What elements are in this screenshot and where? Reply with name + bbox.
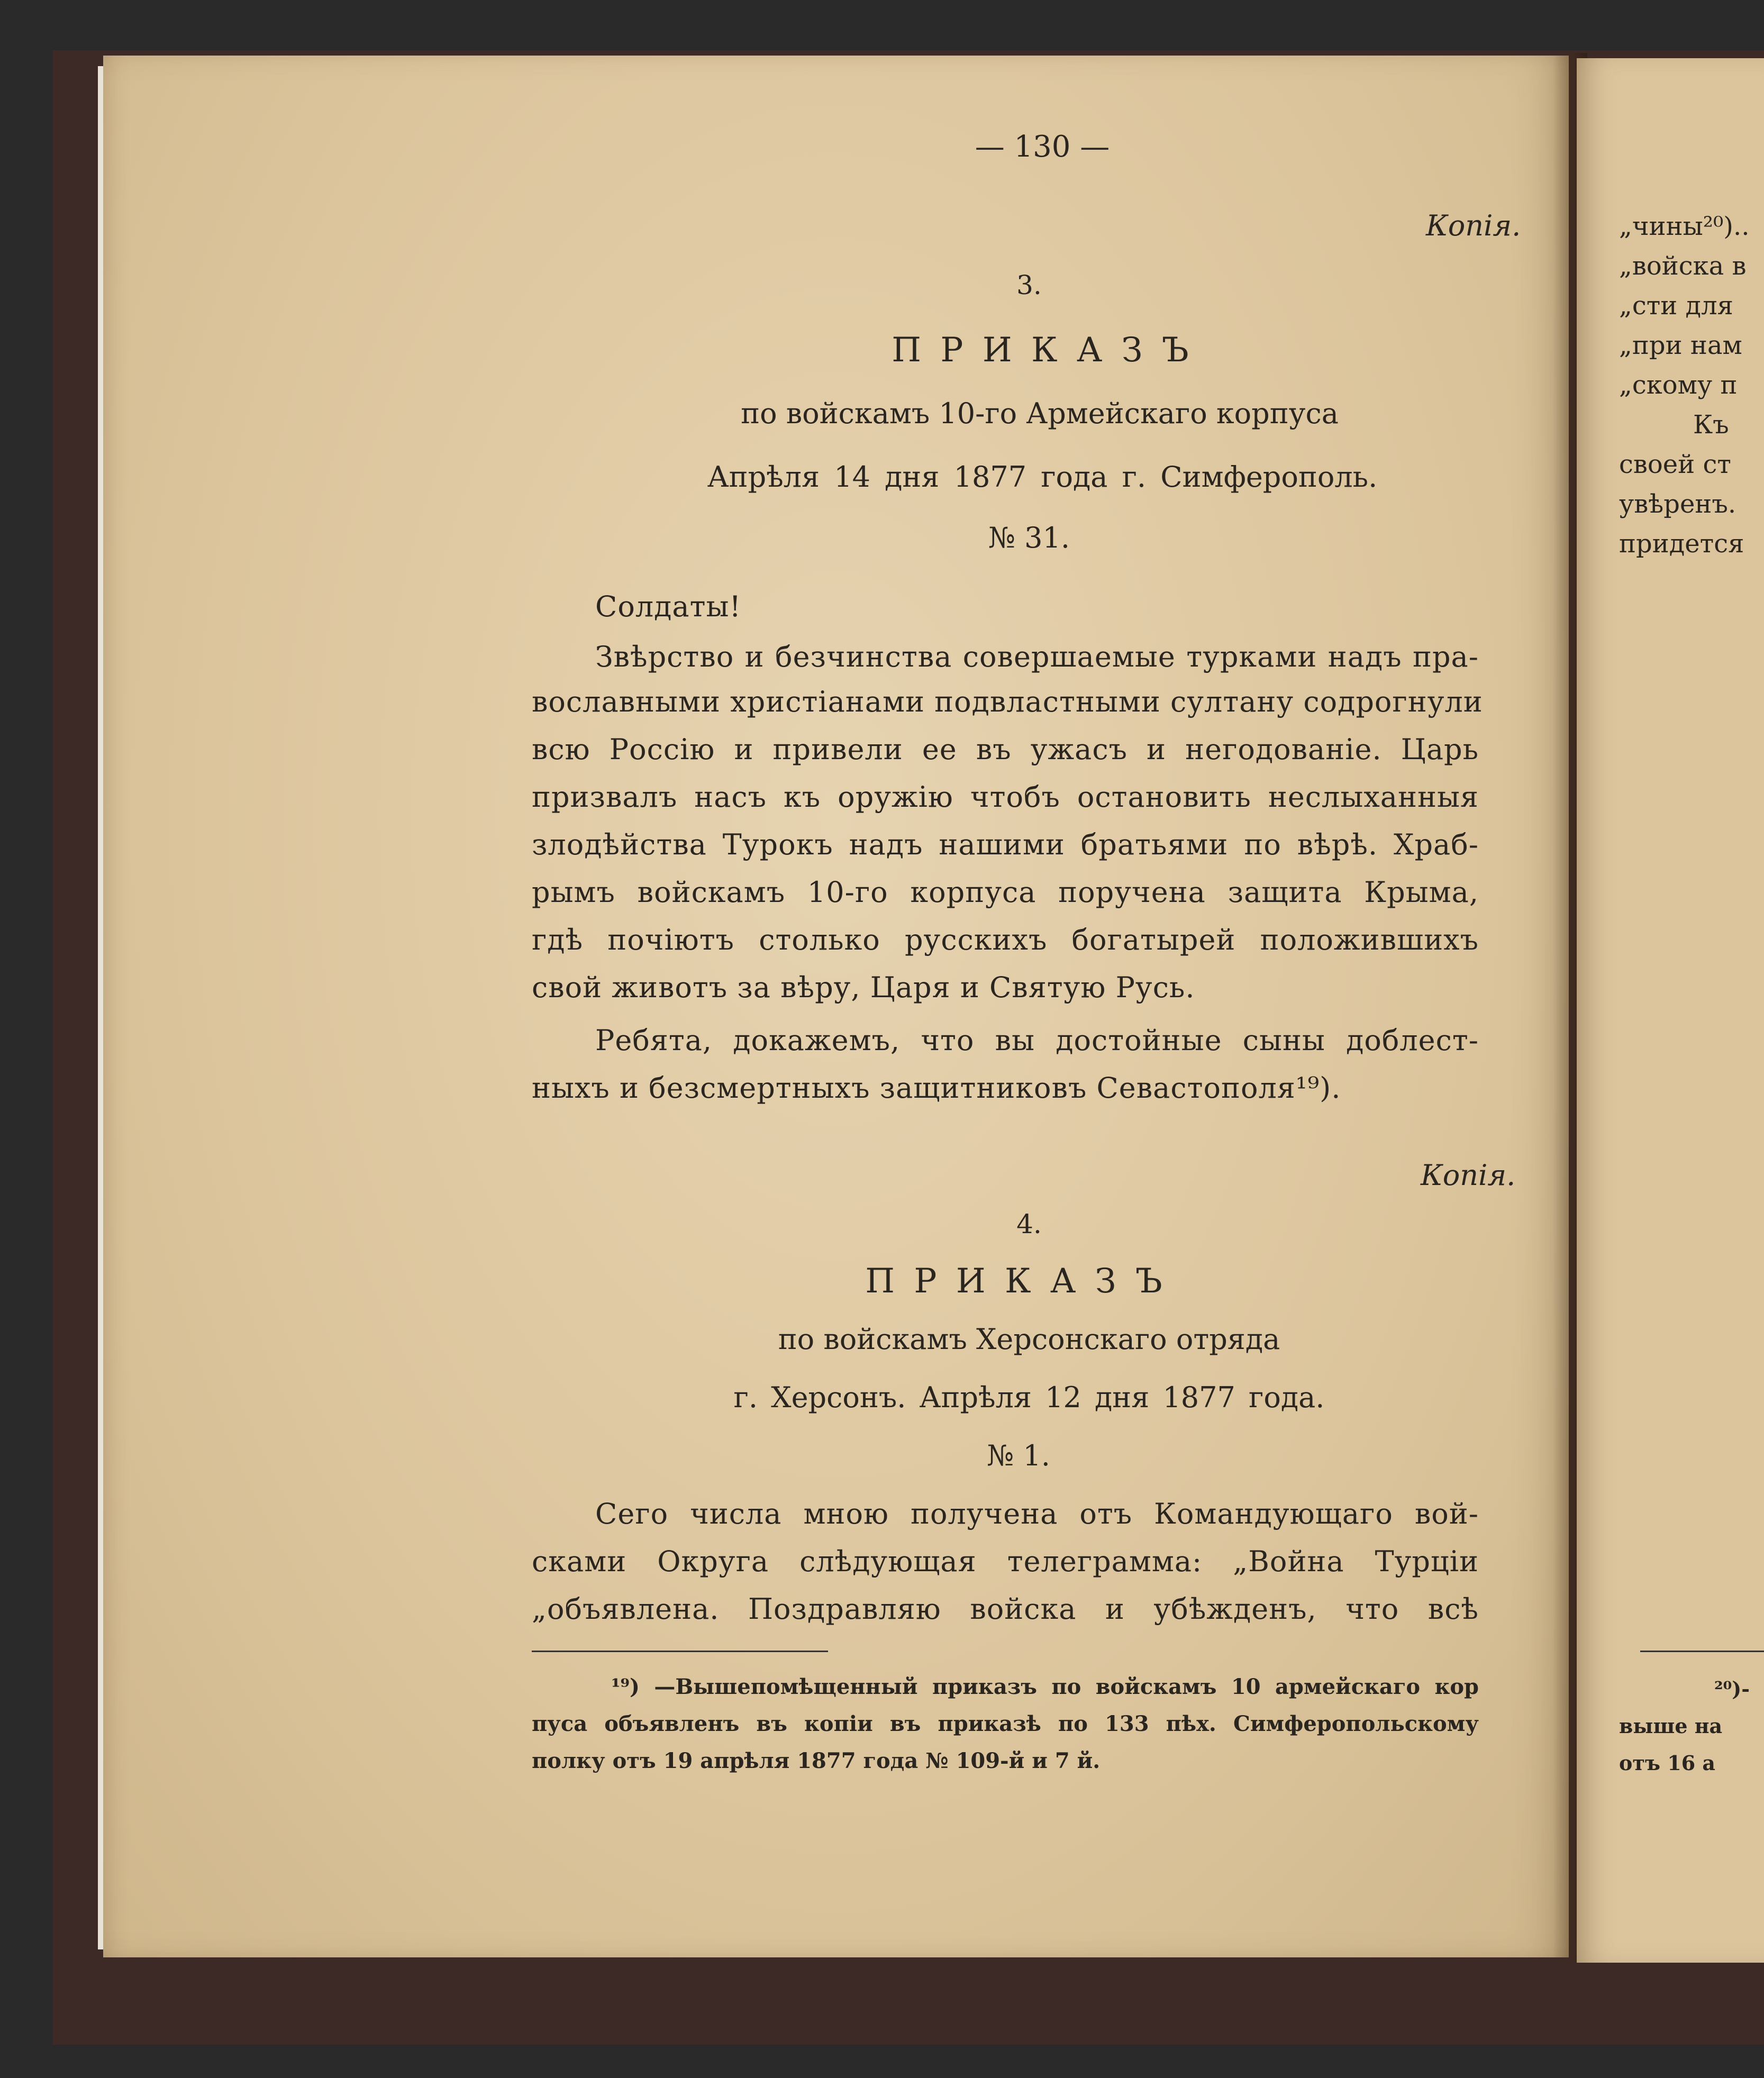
order-heading-4: П Р И К А З Ъ xyxy=(865,1262,1167,1301)
text-line: „сти для xyxy=(1619,291,1733,321)
text-line: Ребята, докажемъ, что вы достойные сыны доблест- xyxy=(595,1024,1479,1057)
footnote-line: ²⁰)- xyxy=(1714,1677,1750,1701)
order-subtitle-4: по войскамъ Херсонскаго отряда xyxy=(778,1323,1280,1356)
text-line: Звѣрство и безчинства совершаемые турками надъ пра- xyxy=(595,640,1479,673)
footnote-line: выше на xyxy=(1619,1714,1723,1738)
order-number-4: № 1. xyxy=(987,1439,1050,1472)
right-page xyxy=(1577,58,1764,1963)
text-line: увѣренъ. xyxy=(1619,489,1736,519)
footnote-line: пуса объявленъ въ копіи въ приказѣ по 133 пѣх. Симферопольскому xyxy=(532,1711,1479,1736)
text-line: своей ст xyxy=(1619,450,1731,479)
order-subtitle-3: по войскамъ 10-го Армейскаго корпуса xyxy=(741,397,1339,430)
text-line: всю Россію и привели ее въ ужасъ и негодованіе. Царь xyxy=(532,733,1479,766)
order-heading-3: П Р И К А З Ъ xyxy=(892,331,1193,370)
order-number-3: № 31. xyxy=(988,521,1070,554)
text-line: „чины²⁰).. xyxy=(1619,212,1750,241)
copy-label-3: Копія. xyxy=(1426,209,1521,242)
footnote-divider xyxy=(532,1651,828,1652)
text-line: вославными христіанами подвластными султану содрогнули xyxy=(532,685,1483,718)
left-page xyxy=(103,56,1569,1957)
text-line: „объявлена. Поздравляю войска и убѣжденъ, что всѣ xyxy=(532,1592,1479,1626)
footnote-line: полку отъ 19 апрѣля 1877 года № 109-й и 7 й. xyxy=(532,1748,1101,1773)
text-line: „скому п xyxy=(1619,370,1738,400)
text-line: придется xyxy=(1619,529,1744,559)
text-line: Къ xyxy=(1693,410,1729,440)
section-number-4: 4. xyxy=(1016,1209,1042,1239)
copy-label-4: Копія. xyxy=(1421,1159,1516,1192)
page-number: — 130 — xyxy=(975,130,1110,164)
text-line: злодѣйства Турокъ надъ нашими братьями по вѣрѣ. Храб- xyxy=(532,828,1479,861)
text-line: рымъ войскамъ 10-го корпуса поручена защита Крыма, xyxy=(532,876,1479,909)
footnote-divider xyxy=(1640,1651,1764,1652)
text-line: „при нам xyxy=(1619,331,1742,360)
text-line: призвалъ насъ къ оружію чтобъ остановить неслыханныя xyxy=(532,780,1479,814)
greeting: Солдаты! xyxy=(595,590,742,623)
order-date-3: Апрѣля 14 дня 1877 года г. Симферополь. xyxy=(707,460,1378,494)
text-line: ныхъ и безсмертныхъ защитниковъ Севастополя¹⁹). xyxy=(532,1071,1341,1105)
footnote-line: ¹⁹) —Вышепомѣщенный приказъ по войскамъ 10 армейскаго кор xyxy=(611,1674,1479,1699)
text-line: сками Округа слѣдующая телеграмма: „Война Турціи xyxy=(532,1545,1479,1578)
text-line: Сего числа мною получена отъ Командующаго вой- xyxy=(595,1497,1479,1530)
order-date-4: г. Херсонъ. Апрѣля 12 дня 1877 года. xyxy=(733,1381,1325,1414)
text-line: свой животъ за вѣру, Царя и Святую Русь. xyxy=(532,971,1195,1004)
footnote-line: отъ 16 а xyxy=(1619,1751,1716,1775)
text-line: гдѣ почіютъ столько русскихъ богатырей положившихъ xyxy=(532,923,1479,956)
section-number-3: 3. xyxy=(1016,270,1042,300)
text-line: „войска в xyxy=(1619,251,1747,281)
